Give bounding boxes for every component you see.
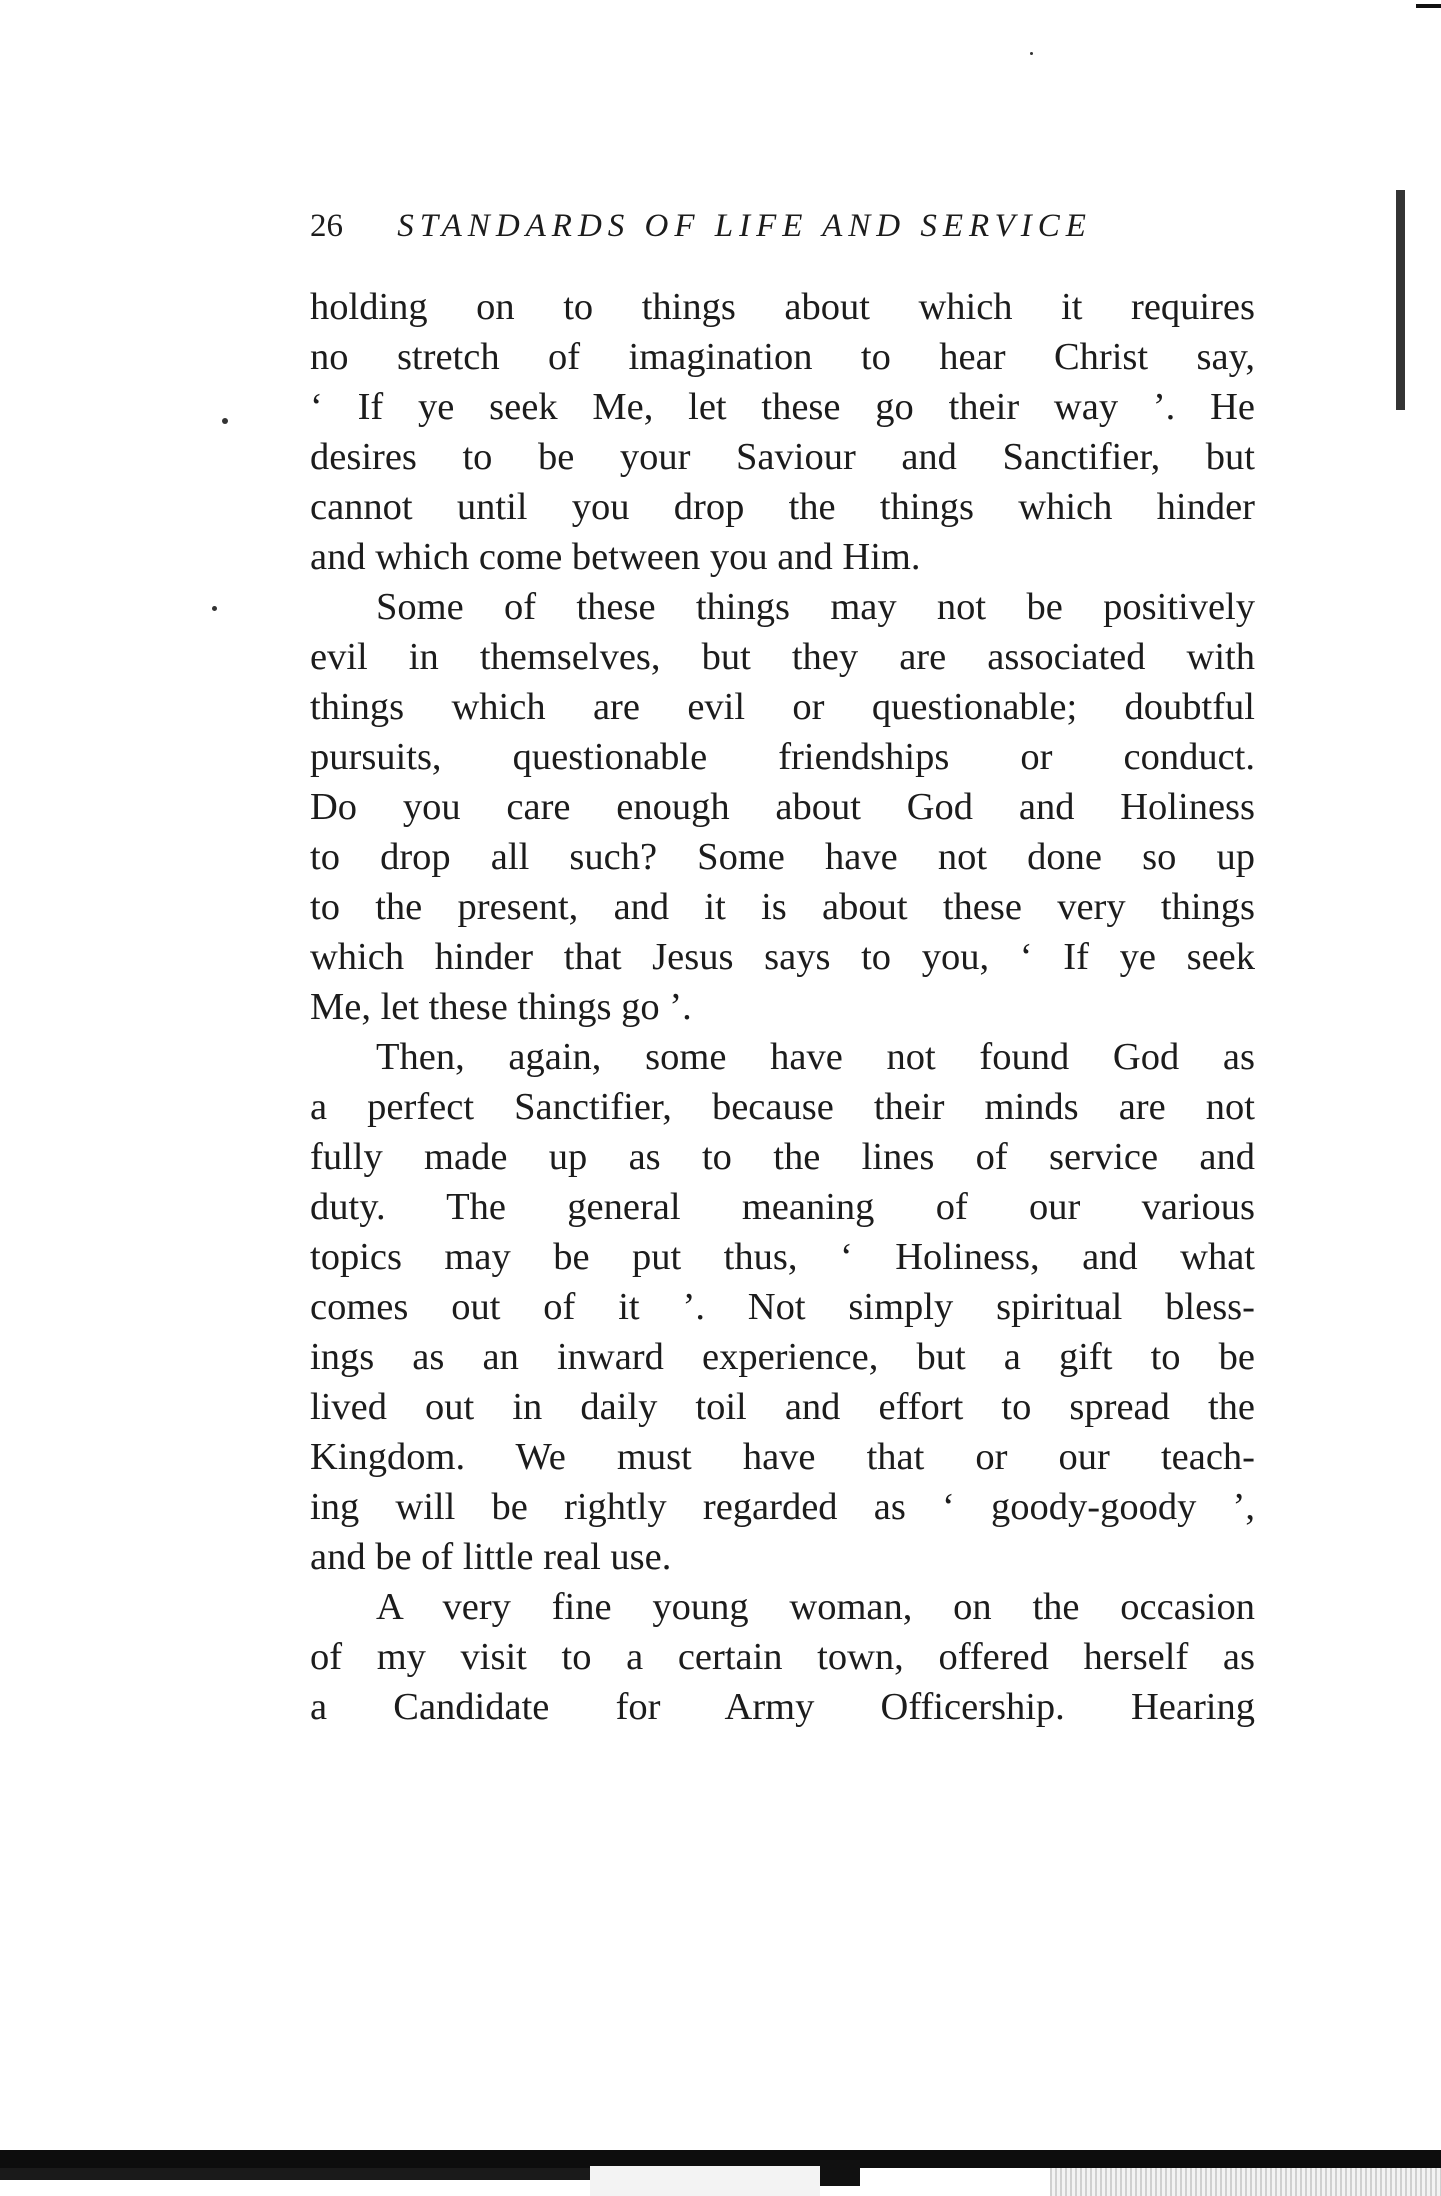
text-line: topics may be put thus, ‘ Holiness, and what bbox=[310, 1236, 1255, 1278]
text-line: lived out in daily toil and effort to spread the bbox=[310, 1386, 1255, 1428]
text-line: Do you care enough about God and Holiness bbox=[310, 786, 1255, 828]
running-header bbox=[310, 208, 1210, 245]
text-line: cannot until you drop the things which hinder bbox=[310, 486, 1255, 528]
text-line: Kingdom. We must have that or our teach- bbox=[310, 1436, 1255, 1478]
text-line: evil in themselves, but they are associated with bbox=[310, 636, 1255, 678]
binding-shadow bbox=[1416, 4, 1441, 8]
scan-speck bbox=[212, 606, 217, 611]
text-line: a Candidate for Army Officership. Hearing bbox=[310, 1686, 1255, 1728]
page-number: 26 bbox=[310, 208, 343, 244]
scan-speck bbox=[1030, 52, 1033, 55]
text-line: to the present, and it is about these very things bbox=[310, 886, 1255, 928]
text-line: which hinder that Jesus says to you, ‘ If ye seek bbox=[310, 936, 1255, 978]
text-line: a perfect Sanctifier, because their minds are not bbox=[310, 1086, 1255, 1128]
text-line: comes out of it ’. Not simply spiritual bless- bbox=[310, 1286, 1255, 1328]
page-bottom-edge bbox=[1050, 2168, 1441, 2196]
text-line: things which are evil or questionable; doubtful bbox=[310, 686, 1255, 728]
text-line: fully made up as to the lines of service and bbox=[310, 1136, 1255, 1178]
text-line: duty. The general meaning of our various bbox=[310, 1186, 1255, 1228]
text-line: Me, let these things go ’. bbox=[310, 986, 692, 1028]
running-title: STANDARDS OF LIFE AND SERVICE bbox=[397, 208, 1092, 244]
text-line: ‘ If ye seek Me, let these go their way ’. He bbox=[310, 386, 1255, 428]
text-line: and be of little real use. bbox=[310, 1536, 672, 1578]
text-line: no stretch of imagination to hear Christ say, bbox=[310, 336, 1255, 378]
binding-shadow bbox=[1396, 190, 1405, 410]
text-line: pursuits, questionable friendships or conduct. bbox=[310, 736, 1255, 778]
page-bottom-edge bbox=[0, 2168, 590, 2180]
text-line: holding on to things about which it requires bbox=[310, 286, 1255, 328]
text-line: Then, again, some have not found God as bbox=[376, 1036, 1255, 1078]
page-bottom-edge bbox=[820, 2160, 860, 2186]
scan-speck bbox=[222, 418, 228, 424]
text-line: of my visit to a certain town, offered herself as bbox=[310, 1636, 1255, 1678]
text-line: to drop all such? Some have not done so up bbox=[310, 836, 1255, 878]
text-line: desires to be your Saviour and Sanctifier, but bbox=[310, 436, 1255, 478]
body-text bbox=[310, 282, 1255, 1732]
text-line: ing will be rightly regarded as ‘ goody-goody ’, bbox=[310, 1486, 1255, 1528]
text-line: A very fine young woman, on the occasion bbox=[376, 1586, 1255, 1628]
page-bottom-edge bbox=[590, 2166, 820, 2196]
text-line: Some of these things may not be positively bbox=[376, 586, 1255, 628]
text-line: ings as an inward experience, but a gift to be bbox=[310, 1336, 1255, 1378]
text-line: and which come between you and Him. bbox=[310, 536, 921, 578]
